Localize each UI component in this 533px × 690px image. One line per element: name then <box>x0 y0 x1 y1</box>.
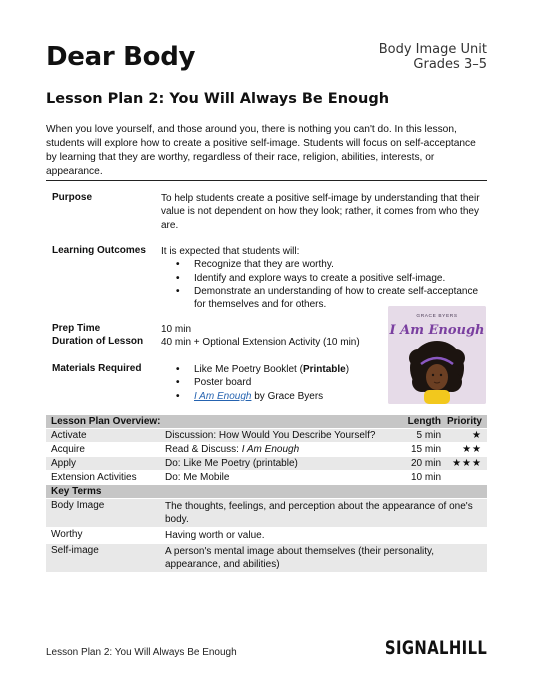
signalhill-logo: SIGNALHILL <box>384 637 487 659</box>
purpose-label: Purpose <box>52 192 93 203</box>
prep-value: 10 min <box>161 324 192 335</box>
cover-author: GRACE BYERS <box>416 314 458 319</box>
duration-value: 40 min + Optional Extension Activity (10 min) <box>161 337 360 348</box>
outcomes-list <box>161 258 483 311</box>
priority-stars: ★ <box>472 430 482 441</box>
lesson-title: Lesson Plan 2: You Will Always Be Enough <box>46 91 390 107</box>
material-item: • Poster board <box>161 376 381 389</box>
overview-header-row <box>46 415 487 429</box>
length-header: Length <box>407 416 441 427</box>
table-row: Worthy Having worth or value. <box>46 528 487 544</box>
materials-block <box>161 363 381 403</box>
table-row: Apply Do: Like Me Poetry (printable) 20 min ★★★ <box>46 457 487 471</box>
key-terms-header: Key Terms <box>51 486 102 497</box>
printable-label: Printable <box>302 364 346 375</box>
outcomes-block <box>161 245 483 311</box>
material-item: • Like Me Poetry Booklet (Printable) <box>161 363 381 376</box>
document-title: Dear Body <box>46 42 196 72</box>
table-row: Extension Activities Do: Me Mobile 10 min <box>46 471 487 485</box>
key-terms-header-row <box>46 485 487 499</box>
outcome-item: • Identify and explore ways to create a positive self-image. <box>161 272 483 285</box>
table-row: Acquire Read & Discuss: I Am Enough 15 min ★★ <box>46 443 487 457</box>
footer-lesson-title: Lesson Plan 2: You Will Always Be Enough <box>46 647 237 658</box>
table-row: Body Image The thoughts, feelings, and perception about the appearance of one's body. <box>46 499 487 528</box>
table-row: Self-image A person's mental image about themselves (their personality, appearance, and abilities) <box>46 544 487 573</box>
unit-name: Body Image Unit <box>378 42 487 57</box>
purpose-text: To help students create a positive self-image by understanding that their value is not dependent on how they look; rather, it comes from who they are. <box>161 193 480 231</box>
table-row: Activate Discussion: How Would You Describe Yourself? 5 min ★ <box>46 429 487 443</box>
materials-label: Materials Required <box>52 363 142 374</box>
outcomes-label: Learning Outcomes <box>52 245 146 256</box>
overview-header-title: Lesson Plan Overview: <box>51 416 161 427</box>
outcomes-intro: It is expected that students will: <box>161 246 300 257</box>
divider-top <box>46 180 487 181</box>
outcome-item: • Demonstrate an understanding of how to create self-acceptance for themselves and for others. <box>161 285 483 312</box>
priority-stars: ★★ <box>462 444 482 455</box>
prep-label: Prep Time <box>52 323 101 334</box>
duration-label: Duration of Lesson <box>52 336 144 347</box>
materials-list <box>161 363 381 403</box>
cover-title: I Am Enough <box>389 323 485 338</box>
book-cover-image <box>388 306 486 404</box>
priority-stars <box>441 471 487 473</box>
priority-header: Priority <box>446 416 482 427</box>
book-link[interactable]: I Am Enough <box>194 390 252 402</box>
unit-info <box>379 42 487 72</box>
outcome-item: • Recognize that they are worthy. <box>161 258 483 271</box>
grade-range: Grades 3–5 <box>413 57 487 72</box>
intro-paragraph: When you love yourself, and those around you, there is nothing you can't do. In this lesson, students will explore how to create a positive self-image. Students will focus on self-acceptance by learning that they are worthy, regardless of their race, religion, abilities, interests, or appearance. <box>46 124 476 177</box>
girl-illustration-icon <box>388 306 486 404</box>
overview-table <box>46 415 487 573</box>
priority-stars: ★★★ <box>452 458 482 469</box>
material-item: • I Am Enough by Grace Byers <box>161 390 381 403</box>
